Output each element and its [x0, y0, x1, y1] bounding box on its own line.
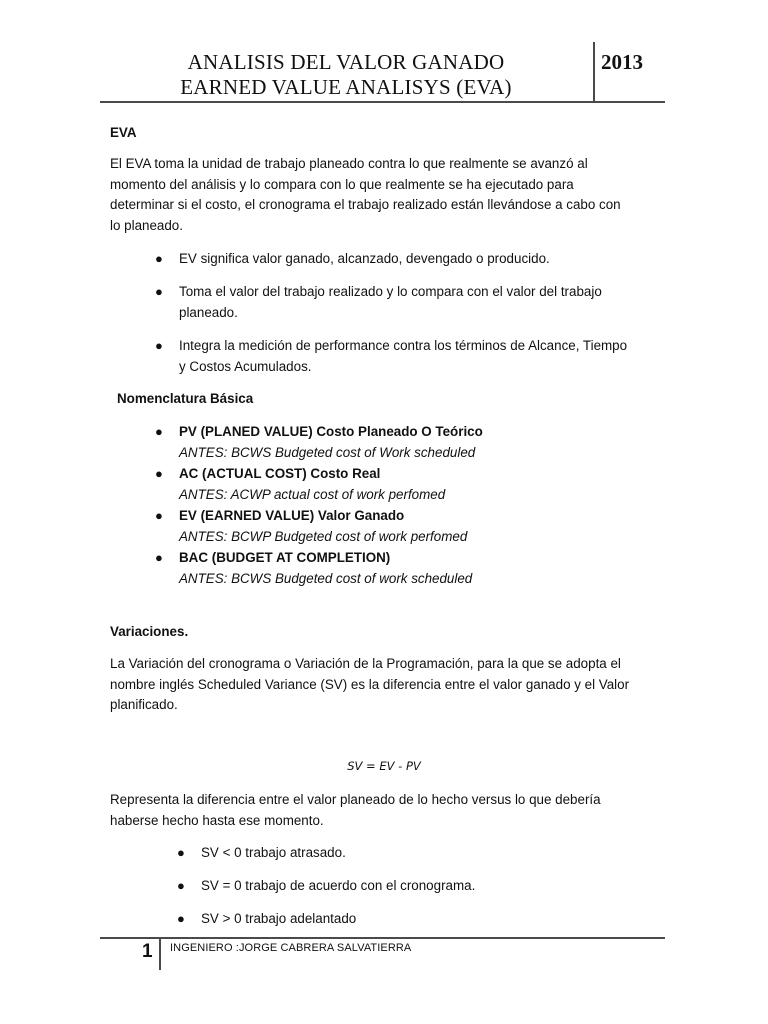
term-previous: ANTES: ACWP actual cost of work perfomed — [179, 486, 446, 502]
footer-rule — [100, 937, 665, 939]
bullet-text: y Costos Acumulados. — [179, 358, 312, 374]
footer-divider — [159, 937, 161, 970]
term-previous: ANTES: BCWP Budgeted cost of work perfomed — [179, 528, 468, 544]
header-divider — [593, 42, 595, 103]
eva-paragraph — [110, 154, 621, 236]
variaciones-heading: Variaciones. — [110, 624, 189, 639]
eva-bullet-item — [155, 249, 550, 270]
paragraph-line: La Variación del cronograma o Variación de la Programación, para la que se adopta el — [110, 656, 621, 671]
bullet-text: planeado. — [179, 304, 238, 320]
bullet-text: SV = 0 trabajo de acuerdo con el cronograma. — [201, 878, 476, 893]
term-label: BAC (BUDGET AT COMPLETION) — [179, 550, 391, 565]
bullet-icon: ● — [155, 550, 163, 565]
bullet-icon: ● — [177, 845, 185, 860]
bullet-icon: ● — [155, 508, 163, 523]
bullet-text: SV < 0 trabajo atrasado. — [201, 845, 346, 860]
bullet-icon: ● — [155, 338, 163, 353]
title-line-1: ANALISIS DEL VALOR GANADO — [187, 50, 505, 74]
paragraph-line: determinar si el costo, el cronograma el trabajo realizado están llevándose a cabo con — [110, 197, 621, 212]
paragraph-line: Representa la diferencia entre el valor planeado de lo hecho versus lo que debería — [110, 792, 601, 807]
term-label: PV (PLANED VALUE) Costo Planeado O Teórico — [179, 424, 483, 439]
bullet-text: Toma el valor del trabajo realizado y lo compara con el valor del trabajo — [179, 284, 602, 299]
bullet-icon: ● — [155, 251, 163, 266]
variaciones-paragraph — [110, 654, 629, 716]
header-rule — [100, 101, 665, 103]
bullet-text: SV > 0 trabajo adelantado — [201, 911, 357, 926]
paragraph-line: El EVA toma la unidad de trabajo planeado contra lo que realmente se avanzó al — [110, 156, 588, 171]
paragraph-line: nombre inglés Scheduled Variance (SV) es la diferencia entre el valor ganado y el Valor — [110, 676, 630, 692]
variaciones-paragraph-2 — [110, 790, 601, 831]
document-year: 2013 — [601, 50, 643, 74]
bullet-icon: ● — [177, 878, 185, 893]
paragraph-line: momento del análisis y lo compara con lo que realmente se ha ejecutado para — [110, 176, 574, 192]
paragraph-line: lo planeado. — [110, 217, 183, 233]
page-number: 1 — [142, 941, 153, 962]
bullet-icon: ● — [155, 466, 163, 481]
nomenclatura-item — [155, 422, 483, 463]
bullet-icon: ● — [177, 911, 185, 926]
document-title — [100, 50, 592, 100]
bullet-text: EV significa valor ganado, alcanzado, devengado o producido. — [179, 251, 550, 266]
term-label: AC (ACTUAL COST) Costo Real — [179, 466, 381, 481]
sv-bullet-item — [177, 909, 357, 930]
paragraph-line: planificado. — [110, 697, 178, 712]
eva-heading: EVA — [110, 125, 137, 140]
eva-bullet-item — [155, 282, 602, 323]
nomenclatura-item — [155, 464, 446, 505]
sv-bullet-item — [177, 843, 346, 864]
bullet-text: Integra la medición de performance contra los términos de Alcance, Tiempo — [179, 338, 628, 353]
footer-author: INGENIERO :JORGE CABRERA SALVATIERRA — [170, 942, 412, 954]
bullet-icon: ● — [155, 284, 163, 299]
title-line-2: EARNED VALUE ANALISYS (EVA) — [180, 75, 512, 99]
paragraph-line: haberse hecho hasta ese momento. — [110, 812, 324, 828]
term-label: EV (EARNED VALUE) Valor Ganado — [179, 508, 405, 523]
sv-formula: SV = EV - PV — [347, 759, 421, 773]
nomenclatura-item — [155, 506, 468, 547]
nomenclatura-heading: Nomenclatura Básica — [117, 391, 254, 406]
term-previous: ANTES: BCWS Budgeted cost of Work scheduled — [179, 444, 476, 460]
eva-bullet-item — [155, 336, 628, 377]
bullet-icon: ● — [155, 424, 163, 439]
sv-bullet-item — [177, 876, 476, 897]
term-previous: ANTES: BCWS Budgeted cost of work scheduled — [179, 570, 473, 586]
nomenclatura-item — [155, 548, 473, 589]
